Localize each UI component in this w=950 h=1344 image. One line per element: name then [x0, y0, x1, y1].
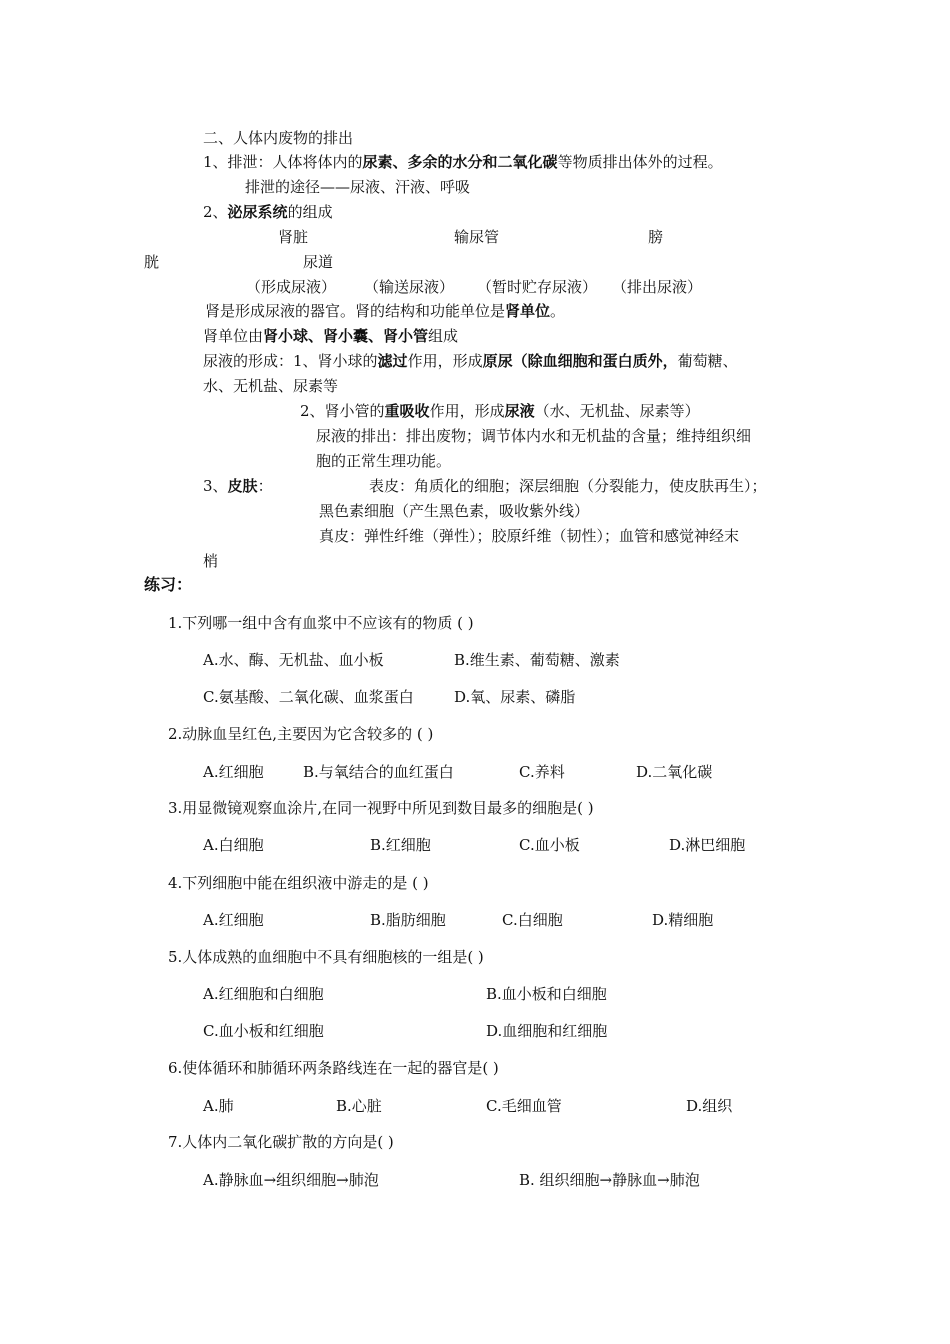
skin-dermis-cont: 梢 — [203, 552, 219, 570]
skin-dermis: 真皮：弹性纤维（弹性）；胶原纤维（韧性）；血管和感觉神经末 — [319, 527, 740, 545]
question-6: 6.使体循环和肺循环两条路线连在一起的器官是( ) — [168, 1059, 499, 1077]
question-4: 4.下列细胞中能在组织液中游走的是 ( ) — [168, 874, 429, 892]
exercise-heading: 练习： — [144, 575, 193, 594]
q4-option-d: D.精细胞 — [652, 911, 714, 929]
skin-melanin: 黑色素细胞（产生黑色素，吸收紫外线） — [319, 502, 590, 520]
question-1: 1.下列哪一组中含有血浆中不应该有的物质 ( ) — [168, 614, 474, 632]
q5-option-b: B.血小板和白细胞 — [486, 985, 607, 1003]
function-store: （暂时贮存尿液） — [477, 278, 598, 296]
q5-option-a: A.红细胞和白细胞 — [203, 985, 324, 1003]
function-discharge: （排出尿液） — [612, 278, 703, 296]
q3-option-d: D.淋巴细胞 — [669, 836, 746, 854]
q5-option-c: C.血小板和红细胞 — [203, 1022, 324, 1040]
q5-option-d: D.血细胞和红细胞 — [486, 1022, 608, 1040]
organ-urethra: 尿道 — [303, 253, 334, 271]
q2-option-c: C.养料 — [519, 763, 565, 781]
function-form: （形成尿液） — [246, 278, 337, 296]
q1-option-a: A.水、酶、无机盐、血小板 — [203, 651, 384, 669]
q4-option-b: B.脂肪细胞 — [370, 911, 446, 929]
urine-formation-step2: 2、肾小管的重吸收作用，形成尿液（水、无机盐、尿素等） — [300, 402, 700, 420]
q6-option-b: B.心脏 — [336, 1097, 382, 1115]
q2-option-b: B.与氧结合的血红蛋白 — [303, 763, 454, 781]
organ-ureter: 输尿管 — [454, 228, 500, 246]
excretion-routes: 排泄的途径——尿液、汗液、呼吸 — [245, 178, 471, 196]
q1-option-b: B.维生素、葡萄糖、激素 — [454, 651, 620, 669]
skin-heading: 3、皮肤： — [203, 477, 273, 495]
organ-bladder-part1: 膀 — [648, 228, 664, 246]
skin-epidermis: 表皮：角质化的细胞；深层细胞（分裂能力，使皮肤再生）； — [369, 477, 767, 495]
q6-option-d: D.组织 — [686, 1097, 733, 1115]
q6-option-a: A.肺 — [203, 1097, 234, 1115]
organ-kidney: 肾脏 — [278, 228, 309, 246]
q7-option-a: A.静脉血→组织细胞→肺泡 — [203, 1171, 379, 1189]
organ-bladder-part2: 胱 — [144, 253, 160, 271]
q2-option-a: A.红细胞 — [203, 763, 264, 781]
q1-option-d: D.氧、尿素、磷脂 — [454, 688, 576, 706]
question-5: 5.人体成熟的血细胞中不具有细胞核的一组是( ) — [168, 948, 484, 966]
excretion-definition: 1、排泄：人体将体内的尿素、多余的水分和二氧化碳等物质排出体外的过程。 — [203, 153, 723, 171]
q1-option-c: C.氨基酸、二氧化碳、血浆蛋白 — [203, 688, 414, 706]
q6-option-c: C.毛细血管 — [486, 1097, 562, 1115]
q4-option-a: A.红细胞 — [203, 911, 264, 929]
urine-formation-step1: 尿液的形成：1、肾小球的滤过作用，形成原尿（除血细胞和蛋白质外，葡萄糖、 — [203, 352, 738, 370]
q3-option-a: A.白细胞 — [203, 836, 264, 854]
nephron-composition: 肾单位由肾小球、肾小囊、肾小管组成 — [203, 327, 459, 345]
q2-option-d: D.二氧化碳 — [636, 763, 713, 781]
q7-option-b: B. 组织细胞→静脉血→肺泡 — [519, 1171, 700, 1189]
section-title: 二、人体内废物的排出 — [203, 129, 354, 147]
question-3: 3.用显微镜观察血涂片,在同一视野中所见到数目最多的细胞是( ) — [168, 799, 594, 817]
q3-option-c: C.血小板 — [519, 836, 580, 854]
urinary-system-heading: 2、泌尿系统的组成 — [203, 203, 333, 221]
urine-discharge: 尿液的排出：排出废物；调节体内水和无机盐的含量；维持组织细 — [316, 427, 752, 445]
urine-formation-step1-cont: 水、无机盐、尿素等 — [203, 377, 339, 395]
function-transport: （输送尿液） — [364, 278, 455, 296]
q3-option-b: B.红细胞 — [370, 836, 431, 854]
q4-option-c: C.白细胞 — [502, 911, 563, 929]
question-7: 7.人体内二氧化碳扩散的方向是( ) — [168, 1133, 394, 1151]
question-2: 2.动脉血呈红色,主要因为它含较多的 ( ) — [168, 725, 434, 743]
kidney-description: 肾是形成尿液的器官。肾的结构和功能单位是肾单位。 — [205, 302, 566, 320]
urine-discharge-cont: 胞的正常生理功能。 — [316, 452, 452, 470]
